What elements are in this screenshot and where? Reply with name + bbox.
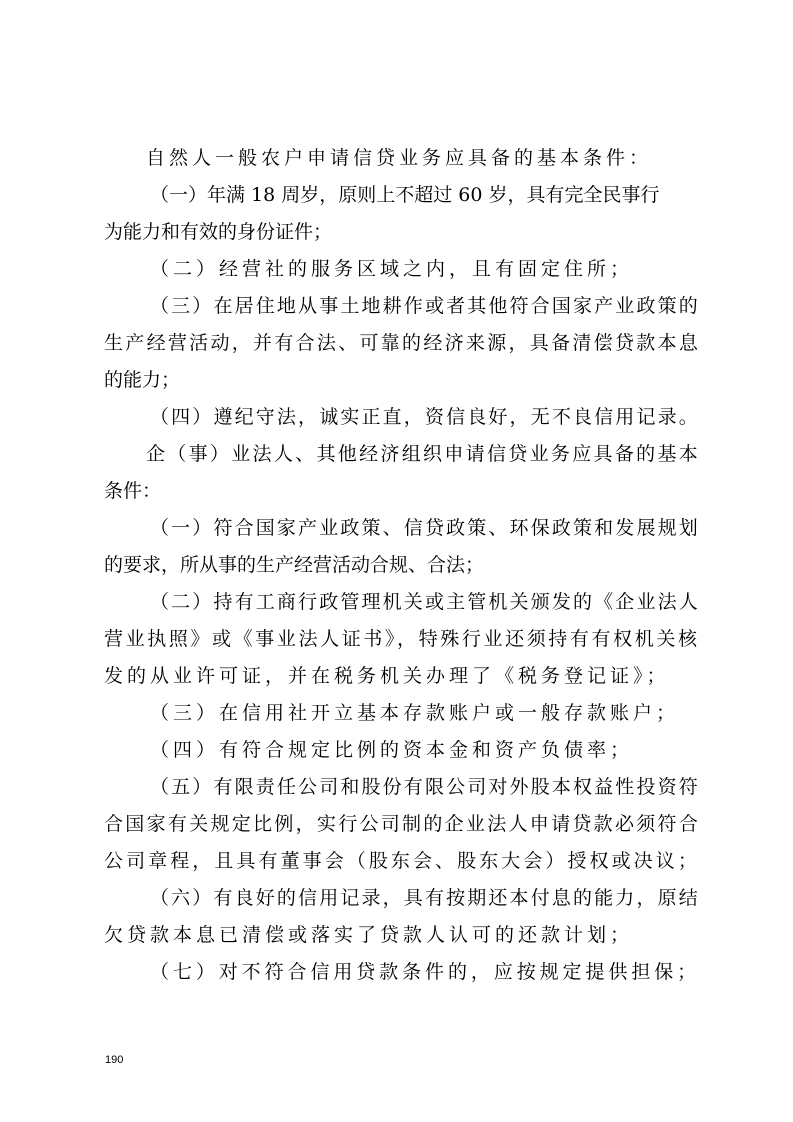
text-line-17: （四）有符合规定比例的资本金和资产负债率； bbox=[150, 739, 634, 761]
text-line-20: 公司章程，且具有董事会（股东会、股东大会）授权或决议； bbox=[104, 850, 700, 872]
page-number: 190 bbox=[105, 1054, 124, 1066]
text-line-9: 企（事）业法人、其他经济组织申请信贷业务应具备的基本 bbox=[146, 443, 701, 465]
text-line-12: 的要求，所从事的生产经营活动合规、合法； bbox=[104, 554, 485, 576]
text-line-13: （二）持有工商行政管理机关或主管机关颁发的《企业法人 bbox=[150, 591, 700, 613]
text-line-21: （六）有良好的信用记录，具有按期还本付息的能力，原结 bbox=[150, 887, 700, 909]
text-line-7: 的能力； bbox=[104, 369, 181, 391]
text-line-2: （一）年满 18 周岁，原则上不超过 60 岁，具有完全民事行 bbox=[150, 184, 660, 206]
text-line-16: （三）在信用社开立基本存款账户或一般存款账户； bbox=[150, 702, 680, 724]
text-line-6: 生产经营活动，并有合法、可靠的经济来源，具备清偿贷款本息 bbox=[104, 332, 701, 354]
text-line-5: （三）在居住地从事土地耕作或者其他符合国家产业政策的 bbox=[150, 295, 700, 317]
text-line-15: 发的从业许可证，并在税务机关办理了《税务登记证》； bbox=[104, 665, 670, 687]
text-line-1: 自然人一般农户申请信贷业务应具备的基本条件： bbox=[146, 147, 653, 169]
text-line-19: 合国家有关规定比例，实行公司制的企业法人申请贷款必须符合 bbox=[104, 813, 701, 835]
text-line-4: （二）经营社的服务区域之内，且有固定住所； bbox=[150, 258, 634, 280]
text-line-22: 欠贷款本息已清偿或落实了贷款人认可的还款计划； bbox=[104, 924, 634, 946]
text-line-11: （一）符合国家产业政策、信贷政策、环保政策和发展规划 bbox=[150, 517, 700, 539]
text-line-10: 条件： bbox=[104, 480, 162, 502]
text-line-3: 为能力和有效的身份证件； bbox=[104, 221, 333, 243]
text-line-23: （七）对不符合信用贷款条件的，应按规定提供担保； bbox=[150, 961, 701, 983]
text-line-14: 营业执照》或《事业法人证书》，特殊行业还须持有有权机关核 bbox=[104, 628, 700, 650]
text-line-8: （四）遵纪守法，诚实正直，资信良好，无不良信用记录。 bbox=[150, 406, 700, 428]
text-line-18: （五）有限责任公司和股份有限公司对外股本权益性投资符 bbox=[150, 776, 700, 798]
